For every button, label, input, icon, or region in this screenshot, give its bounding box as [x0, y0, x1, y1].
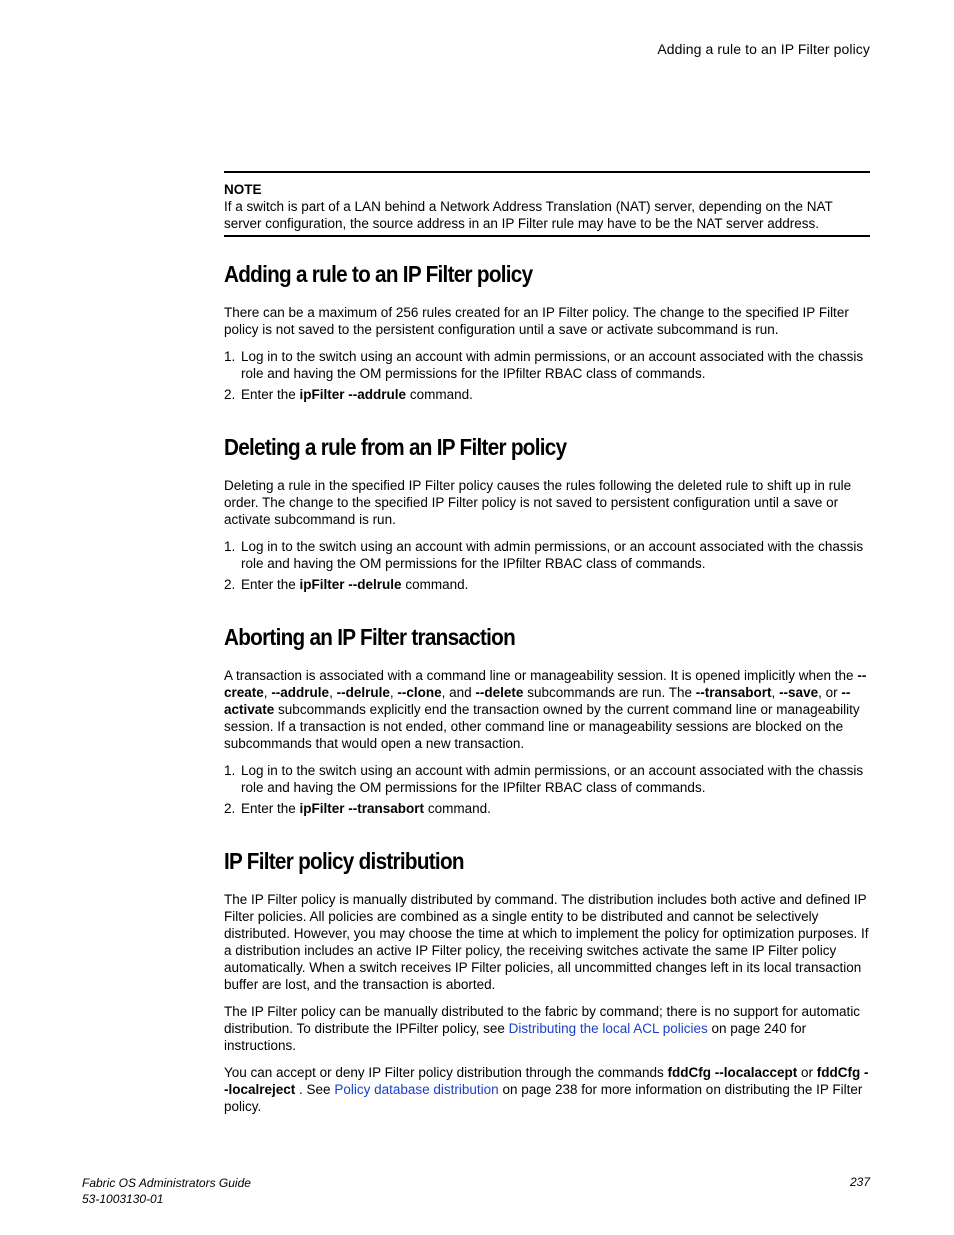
list-item: 1. Log in to the switch using an account with admin permissions, or an account associated with the chassis role and having the OM permissions for the IPfilter RBAC class of commands. — [224, 539, 864, 571]
section-title-adding: Adding a rule to an IP Filter policy — [224, 261, 533, 287]
command-fddcfg-localreject: fddCfg --localreject — [224, 1065, 869, 1097]
distribution-para-2: The IP Filter policy can be manually distributed to the fabric by command; there is no support for automatic distribution. To distribute the IPFilter policy, see Distributing the local ACL policies on page 240 for instructions. — [224, 1004, 861, 1053]
command-ipfilter-transabort: ipFilter --transabort — [299, 801, 425, 816]
deleting-intro: Deleting a rule in the specified IP Filter policy causes the rules following the deleted rule to shift up in rule order. The change to the specified IP Filter policy is not saved to persistent configuration until a save or activate subcommand is run. — [224, 478, 852, 527]
footer-doc-number: 53-1003130-01 — [82, 1192, 164, 1206]
section-title-deleting: Deleting a rule from an IP Filter policy — [224, 434, 567, 460]
list-item: 2. Enter the ipFilter --delrule command. — [224, 577, 469, 592]
list-item: 1. Log in to the switch using an account with admin permissions, or an account associated with the chassis role and having the OM permissions for the IPfilter RBAC class of commands. — [224, 763, 864, 795]
list-item: 1. Log in to the switch using an account with admin permissions, or an account associated with the chassis role and having the OM permissions for the IPfilter RBAC class of commands. — [224, 349, 864, 381]
note-box — [224, 171, 870, 237]
list-item: 2. Enter the ipFilter --addrule command. — [224, 387, 473, 402]
section-adding-rule — [224, 260, 870, 403]
list-item: 2. Enter the ipFilter --transabort command. — [224, 801, 491, 816]
note-text: If a switch is part of a LAN behind a Network Address Translation (NAT) server, depending on the NAT server configuration, the source address in an IP Filter rule may have to be the NAT server address. — [224, 199, 833, 231]
command-fddcfg-localaccept: fddCfg --localaccept — [667, 1065, 798, 1080]
adding-steps — [224, 348, 870, 403]
link-policy-database-distribution[interactable]: Policy database distribution — [334, 1082, 499, 1097]
footer — [82, 1175, 251, 1207]
section-aborting-transaction — [224, 623, 870, 817]
note-label: NOTE — [224, 182, 262, 197]
page-number: 237 — [849, 1175, 870, 1189]
aborting-steps — [224, 762, 870, 817]
adding-intro: There can be a maximum of 256 rules created for an IP Filter policy. The change to the specified IP Filter policy is not saved to the persistent configuration until a save or activate subcommand is run. — [224, 305, 849, 337]
aborting-intro: A transaction is associated with a command line or manageability session. It is opened implicitly when the --create, --addrule, --delrule, --clone, and --delete subcommands are run. The --transabort, --save, or --activate subcommands explicitly end the transaction owned by the current command line or manageability session. If a transaction is not ended, other command line or manageability sessions are blocked on the subcommands that would open a new transaction. — [224, 668, 867, 751]
section-title-aborting: Aborting an IP Filter transaction — [224, 624, 516, 650]
distribution-para-1: The IP Filter policy is manually distributed by command. The distribution includes both active and defined IP Filter policies. All policies are combined as a single entity to be distributed and cannot be selectively distributed. However, you may choose the time at which to implement the policy for optimization purposes. If a distribution includes an active IP Filter policy, the receiving switches activate the same IP Filter policy automatically. When a switch receives IP Filter policies, all uncommitted changes left in its local transaction buffer are lost, and the transaction is aborted. — [224, 892, 869, 992]
command-ipfilter-addrule: ipFilter --addrule — [299, 387, 407, 402]
section-deleting-rule — [224, 433, 870, 593]
adding-step-1: Log in to the switch using an account with admin permissions, or an account associated with the chassis role and having the OM permissions for the IPfilter RBAC class of commands. — [241, 349, 864, 381]
running-header: Adding a rule to an IP Filter policy — [657, 41, 870, 57]
section-title-distribution: IP Filter policy distribution — [224, 848, 464, 874]
section-policy-distribution — [224, 847, 870, 1115]
distribution-para-3: You can accept or deny IP Filter policy distribution through the commands fddCfg --localaccept or fddCfg --localreject . See Policy database distribution on page 238 for more information on distributing the IP Filter policy. — [224, 1065, 869, 1114]
footer-guide-title: Fabric OS Administrators Guide — [82, 1176, 251, 1190]
command-ipfilter-delrule: ipFilter --delrule — [299, 577, 402, 592]
deleting-steps — [224, 538, 870, 593]
aborting-step-1: Log in to the switch using an account with admin permissions, or an account associated with the chassis role and having the OM permissions for the IPfilter RBAC class of commands. — [241, 763, 864, 795]
link-distributing-local-acl[interactable]: Distributing the local ACL policies — [508, 1021, 708, 1036]
deleting-step-1: Log in to the switch using an account with admin permissions, or an account associated with the chassis role and having the OM permissions for the IPfilter RBAC class of commands. — [241, 539, 864, 571]
